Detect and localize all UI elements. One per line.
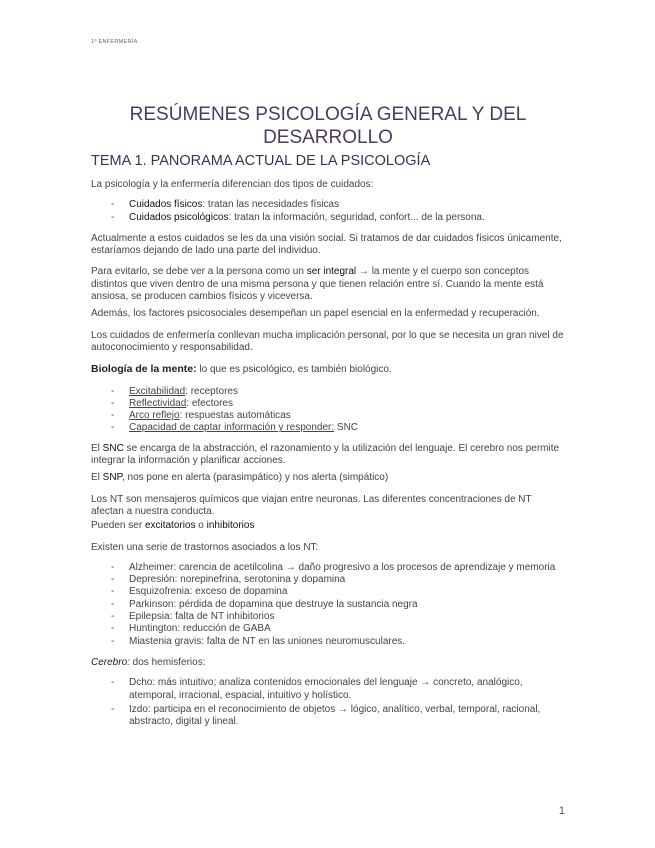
list-item: - Miastenia gravis: falta de NT en las uniones neuromusculares. <box>91 636 565 648</box>
list-item: - Arco reflejo: respuestas automáticas <box>91 410 565 422</box>
paragraph-nt: Los NT son mensajeros químicos que viajan entre neuronas. Las diferentes concentraciones de NT afectan a nuestra conducta. <box>91 493 532 517</box>
care-types-list <box>91 199 565 224</box>
list-item: - Huntington: reducción de GABA <box>91 623 565 635</box>
document-title: RESÚMENES PSICOLOGÍA GENERAL Y DEL DESARROLLO <box>129 104 527 148</box>
list-item: - Alzheimer: carencia de acetilcolina → daño progresivo a los procesos de aprendizaje y memoria <box>91 562 565 574</box>
biology-list <box>91 386 565 435</box>
document-body <box>91 153 565 728</box>
list-item: - Depresión: norepinefrina, serotonina y dopamina <box>91 574 565 586</box>
list-item: - Dcho: más intuitivo; analiza contenidos emocionales del lenguaje → concreto, analógico, atemporal, irracional, espacial, intuitivo y holístico. <box>91 677 565 702</box>
disorders-list <box>91 562 565 648</box>
paragraph-nt-types: Pueden ser excitatorios o inhibitorios <box>91 520 255 532</box>
list-item: - Izdo: participa en el reconocimiento de objetos → lógico, analítico, verbal, temporal, racional, abstracto, digital y lineal. <box>91 704 565 729</box>
hemispheres-list <box>91 677 565 728</box>
list-item: - Reflectividad: efectores <box>91 398 565 410</box>
list-item: - Epilepsia: falta de NT inhibitorios <box>91 611 565 623</box>
list-item: - Esquizofrenia: exceso de dopamina <box>91 586 565 598</box>
paragraph-nursing: Los cuidados de enfermería conllevan mucha implicación personal, por lo que se necesita un gran nivel de autoconocimiento y responsabilidad. <box>91 329 564 353</box>
intro-paragraph: La psicología y la enfermería diferencian dos tipos de cuidados: <box>91 179 374 190</box>
list-item: - Capacidad de captar información y responder: SNC <box>91 422 565 434</box>
list-item: - Excitabilidad: receptores <box>91 386 565 398</box>
running-header: 1º ENFERMERÍA <box>91 39 138 45</box>
paragraph-social: Actualmente a estos cuidados se les da una visión social. Si tratamos de dar cuidados físicos únicamente, estaríamos dejando de lado una parte del individuo. <box>91 232 562 257</box>
brain-heading: Cerebro: dos hemisferios: <box>91 656 206 668</box>
biology-heading: Biología de la mente: lo que es psicológico, es también biológico. <box>91 363 392 376</box>
list-item: - Parkinson: pérdida de dopamina que destruye la sustancia negra <box>91 599 565 611</box>
paragraph-factors: Además, los factores psicosociales desempeñan un papel esencial en la enfermedad y recuperación. <box>91 308 540 320</box>
page-number: 1 <box>558 805 565 817</box>
paragraph-snc: El SNC se encarga de la abstracción, el razonamiento y la utilización del lenguaje. El cerebro nos permite integrar la información y planificar acciones. <box>91 442 560 467</box>
list-item: - Cuidados psicológicos: tratan la información, seguridad, confort... de la persona. <box>91 212 565 224</box>
section-heading: TEMA 1. PANORAMA ACTUAL DE LA PSICOLOGÍA <box>91 153 431 169</box>
list-item: - Cuidados físicos: tratan las necesidades físicas <box>91 199 565 211</box>
paragraph-integral: Para evitarlo, se debe ver a la persona como un ser integral → la mente y el cuerpo son conceptos distintos que viven dentro de una misma persona y que tienen relación entre sí. Cuando la mente está ansiosa, se producen cambios físicos y viceversa. <box>91 266 544 303</box>
paragraph-snp: El SNP, nos pone en alerta (parasimpático) y nos alerta (simpático) <box>91 472 389 484</box>
disorders-intro: Existen una serie de trastornos asociados a los NT: <box>91 541 319 553</box>
